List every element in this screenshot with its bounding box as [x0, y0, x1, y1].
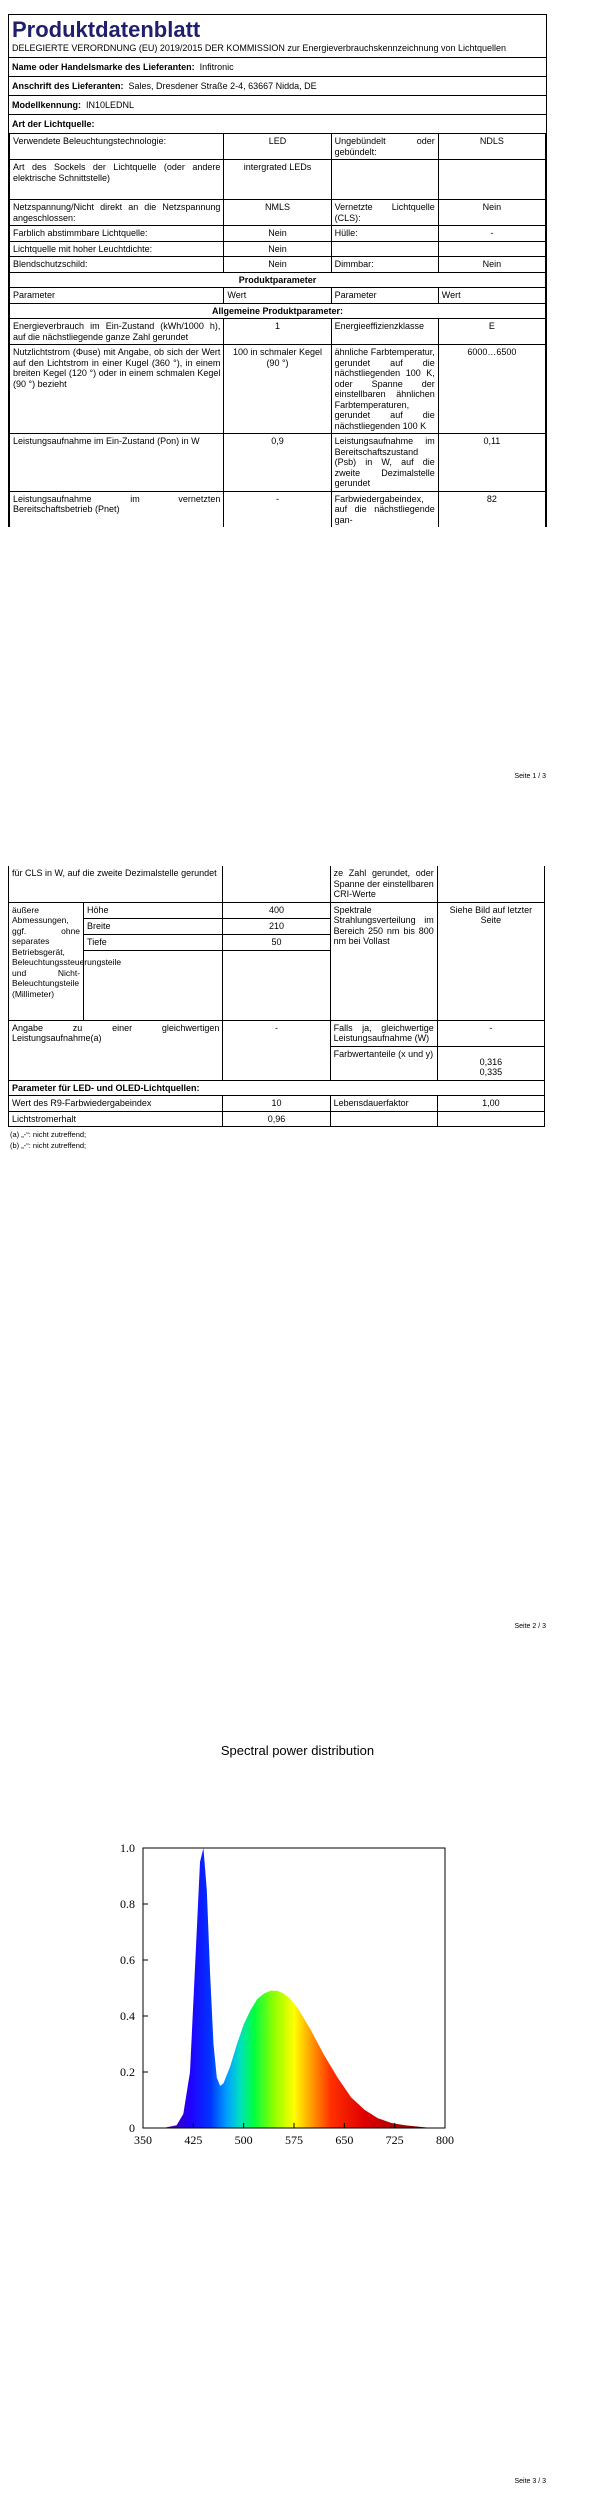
if-yes-label: Falls ja, gleichwertige Leistungsaufnahme (W): [330, 1020, 437, 1046]
cell: Leistungsaufnahme im Bereitschaftszustand (Psb) in W, auf die zweite Dezimalstelle gerundet: [331, 434, 438, 492]
x-tick-label: 650: [335, 2133, 354, 2147]
cell: Farbwiedergabeindex, auf die nächstliegende gan-: [331, 491, 438, 527]
supplier-name-value: Infitronic: [199, 62, 234, 72]
dimension-value: 400: [223, 902, 330, 918]
cell: 6000…6500: [438, 345, 545, 434]
table-row: [10, 241, 546, 257]
page-number: Seite 1 / 3: [514, 773, 546, 780]
column-header: Parameter: [331, 288, 438, 304]
x-tick-label: 350: [134, 2133, 152, 2147]
cell: Nutzlichtstrom (Φuse) mit Angabe, ob sich der Wert auf den Lichtstrom in einer Kugel (360 °), in einem breiten Kegel (120 °) oder in einem schmalen Kegel (90 °) bezieht: [10, 345, 224, 434]
lumen-maintenance-label: Lichtstromerhalt: [9, 1111, 223, 1127]
dimensions-label: äußere Abmessungen, ggf. ohne separates Betriebsgerät, Beleuchtungssteuerungsteile und Nicht-Beleuchtungsteile (Millimeter): [9, 902, 84, 1020]
led-parameters-header: Parameter für LED- und OLED-Lichtquellen:: [9, 1080, 545, 1096]
dimension-name: Tiefe: [84, 934, 223, 950]
x-tick-label: 500: [234, 2133, 253, 2147]
chart-title: Spectral power distribution: [220, 1743, 375, 1758]
cell: 0,9: [224, 434, 331, 492]
if-yes-value: -: [437, 1020, 544, 1046]
chromaticity-y: 0,335: [479, 1067, 503, 1077]
x-tick-label: 725: [385, 2133, 404, 2147]
cell: Blendschutzschild:: [10, 257, 224, 273]
lifetime-factor-label: Lebensdauerfaktor: [330, 1096, 437, 1112]
cell: [331, 160, 438, 200]
cell: Lichtquelle mit hoher Leuchtdichte:: [10, 241, 224, 257]
table-row: [9, 1080, 545, 1096]
cell: Nein: [224, 257, 331, 273]
column-header: Wert: [438, 288, 545, 304]
y-tick-label: 0.6: [120, 1953, 135, 1967]
spectral-label: Spektrale Strahlungsverteilung im Bereich 250 nm bis 800 nm bei Vollast: [330, 902, 437, 1020]
cell: ze Zahl gerundet, oder Spanne der einstellbaren CRI-Werte: [330, 866, 437, 902]
footnote-a: (a) „-“: nicht zutreffend;: [10, 1130, 87, 1139]
cell: -: [224, 491, 331, 527]
cell: NMLS: [224, 200, 331, 226]
x-tick-label: 575: [285, 2133, 303, 2147]
cell: Ungebündelt oder gebündelt:: [331, 134, 438, 160]
cell: Hülle:: [331, 226, 438, 242]
light-source-type-header: Art der Lichtquelle:: [9, 114, 546, 133]
page-1: [0, 0, 595, 800]
cell: 82: [438, 491, 545, 527]
table-row: [9, 1020, 545, 1046]
cell: 0,11: [438, 434, 545, 492]
supplier-address-label: Anschrift des Lieferanten:: [12, 81, 124, 91]
table-row: [10, 434, 546, 492]
table-row: [10, 345, 546, 434]
chromaticity-label: Farbwertanteile (x und y): [330, 1046, 437, 1080]
cell: 100 in schmaler Kegel (90 °): [224, 345, 331, 434]
table-row: [9, 866, 545, 902]
model-label: Modellkennung:: [12, 100, 81, 110]
lumen-maintenance-value: 0,96: [223, 1111, 330, 1127]
table-header-row: [10, 288, 546, 304]
datasheet-table-continued: [8, 866, 545, 1151]
equivalent-power-label: Angabe zu einer gleichwertigen Leistungsaufnahme(a): [9, 1020, 223, 1080]
dimension-value: 210: [223, 918, 330, 934]
table-row: [10, 491, 546, 527]
cell: Energieverbrauch im Ein-Zustand (kWh/1000 h), auf die nächstliegende ganze Zahl gerundet: [10, 319, 224, 345]
cell: Leistungsaufnahme im Ein-Zustand (Pon) in W: [10, 434, 224, 492]
lifetime-factor-value: 1,00: [437, 1096, 544, 1112]
chromaticity-value: [437, 1046, 544, 1080]
y-tick-label: 0.4: [120, 2009, 135, 2023]
model-row: [9, 95, 546, 114]
parameters-table-continued: [8, 866, 545, 1127]
page-2: [0, 800, 595, 1650]
general-parameters-header: Allgemeine Produktparameter:: [10, 303, 546, 319]
y-tick-label: 0: [129, 2121, 135, 2135]
table-row: [10, 226, 546, 242]
cell: Nein: [224, 226, 331, 242]
datasheet-table: [8, 14, 547, 527]
cell: [331, 241, 438, 257]
cell: Nein: [438, 200, 545, 226]
page-number: Seite 2 / 3: [514, 1623, 546, 1630]
cell: [223, 866, 330, 902]
cell: 1: [224, 319, 331, 345]
footnote-b: (b) „-“: nicht zutreffend;: [10, 1141, 87, 1150]
cell: E: [438, 319, 545, 345]
r9-label: Wert des R9-Farbwiedergabeindex: [9, 1096, 223, 1112]
table-row: [10, 200, 546, 226]
r9-value: 10: [223, 1096, 330, 1112]
product-parameters-header: Produktparameter: [10, 272, 546, 288]
table-row: [10, 160, 546, 200]
cell: ähnliche Farbtemperatur, gerundet auf die nächstliegenden 100 K, oder Spanne der einstellbaren ähnlichen Farbtemperaturen, gerundet auf die nächstliegenden 100 K: [331, 345, 438, 434]
light-source-table: [9, 133, 546, 527]
cell: intergrated LEDs: [224, 160, 331, 200]
cell: [223, 950, 330, 1020]
model-value: IN10LEDNL: [86, 100, 135, 110]
supplier-address-value: Sales, Dresdener Straße 2-4, 63667 Nidda, DE: [128, 81, 317, 91]
y-tick-label: 1.0: [120, 1841, 135, 1855]
cell: Farblich abstimmbare Lichtquelle:: [10, 226, 224, 242]
x-tick-label: 425: [184, 2133, 203, 2147]
cell: Verwendete Beleuchtungstechnologie:: [10, 134, 224, 160]
spectral-chart: [0, 1650, 595, 2470]
supplier-address-row: [9, 76, 546, 95]
cell: [437, 1111, 544, 1127]
table-row: [9, 1111, 545, 1127]
table-row: [9, 902, 545, 918]
cell: Energieeffizienzklasse: [331, 319, 438, 345]
column-header: Parameter: [10, 288, 224, 304]
table-row: [10, 134, 546, 160]
spectrum-area: [163, 1848, 432, 2128]
table-row: [9, 1096, 545, 1112]
page-number: Seite 3 / 3: [514, 2478, 546, 2485]
cell: Nein: [224, 241, 331, 257]
cell: Art des Sockels der Lichtquelle (oder andere elektrische Schnittstelle): [10, 160, 224, 200]
cell: [438, 160, 545, 200]
y-tick-label: 0.2: [120, 2065, 135, 2079]
regulation-subtitle: DELEGIERTE VERORDNUNG (EU) 2019/2015 DER KOMMISSION zur Energieverbrauchskennzeichnung von Lichtquellen: [12, 43, 507, 53]
equivalent-power-value: -: [223, 1020, 330, 1080]
table-row: [10, 272, 546, 288]
cell: Dimmbar:: [331, 257, 438, 273]
cell: [437, 866, 544, 902]
chromaticity-x: 0,316: [479, 1056, 503, 1067]
table-row: [10, 303, 546, 319]
cell: Nein: [438, 257, 545, 273]
supplier-name-row: [9, 57, 546, 76]
page-title: Produktdatenblatt: [12, 17, 201, 42]
cell: Leistungsaufnahme im vernetzten Bereitschaftsbetrieb (Pnet): [10, 491, 224, 527]
table-row: [10, 257, 546, 273]
dimension-name: Höhe: [84, 902, 223, 918]
dimension-value: 50: [223, 934, 330, 950]
supplier-name-label: Name oder Handelsmarke des Lieferanten:: [12, 62, 195, 72]
dimension-name: Breite: [84, 918, 223, 934]
spectral-value: Siehe Bild auf letzter Seite: [437, 902, 544, 1020]
cell: LED: [224, 134, 331, 160]
cell: Netzspannung/Nicht direkt an die Netzspannung angeschlossen:: [10, 200, 224, 226]
cell: [438, 241, 545, 257]
cell: [330, 1111, 437, 1127]
cell: für CLS in W, auf die zweite Dezimalstelle gerundet: [9, 866, 223, 902]
column-header: Wert: [224, 288, 331, 304]
x-tick-label: 800: [436, 2133, 454, 2147]
cell: Vernetzte Lichtquelle (CLS):: [331, 200, 438, 226]
y-tick-label: 0.8: [120, 1897, 135, 1911]
cell: NDLS: [438, 134, 545, 160]
page-3: [0, 1650, 595, 2510]
cell: -: [438, 226, 545, 242]
table-row: [10, 319, 546, 345]
